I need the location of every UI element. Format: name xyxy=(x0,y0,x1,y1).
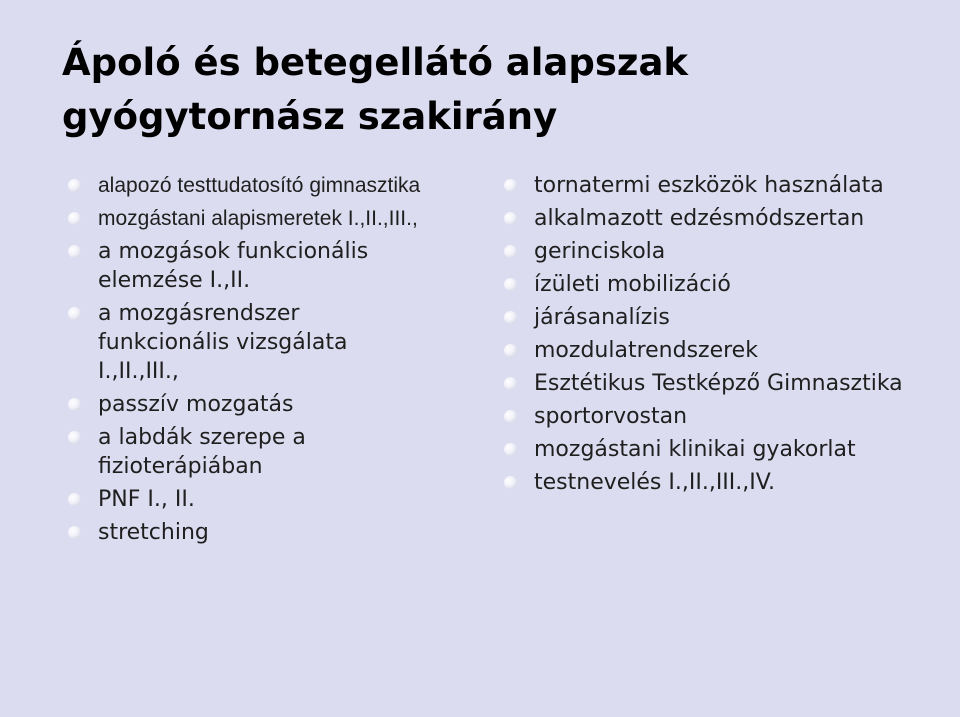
list-item: a mozgásrendszer funkcionális vizsgálata I.,II.,III., xyxy=(68,299,428,386)
list-item: a mozgások funkcionális elemzése I.,II. xyxy=(68,237,428,295)
bullet-icon xyxy=(68,307,81,320)
slide-title-line-2: gyógytornász szakirány xyxy=(62,95,558,138)
slide-title xyxy=(62,36,922,144)
bullet-icon xyxy=(68,526,81,539)
list-item: Esztétikus Testképző Gimnasztika xyxy=(504,369,944,398)
bullet-icon xyxy=(504,179,517,192)
bullet-icon xyxy=(504,344,517,357)
list-item: mozgástani klinikai gyakorlat xyxy=(504,435,944,464)
list-item: a labdák szerepe a fizioterápiában xyxy=(68,423,428,481)
list-item: mozdulatrendszerek xyxy=(504,336,944,365)
bullet-icon xyxy=(504,443,517,456)
bullet-icon xyxy=(504,476,517,489)
bullet-icon xyxy=(504,410,517,423)
list-item: alkalmazott edzésmódszertan xyxy=(504,204,944,233)
bullet-icon xyxy=(68,493,81,506)
right-course-list xyxy=(504,171,944,501)
bullet-icon xyxy=(68,179,81,192)
list-item: járásanalízis xyxy=(504,303,944,332)
list-item: alapozó testtudatosító gimnasztika xyxy=(68,171,428,200)
bullet-icon xyxy=(504,311,517,324)
list-item: testnevelés I.,II.,III.,IV. xyxy=(504,468,944,497)
bullet-icon xyxy=(68,398,81,411)
bullet-icon xyxy=(504,278,517,291)
bullet-icon xyxy=(68,212,81,225)
list-item: PNF I., II. xyxy=(68,485,428,514)
list-item: tornatermi eszközök használata xyxy=(504,171,944,200)
list-item: ízületi mobilizáció xyxy=(504,270,944,299)
bullet-icon xyxy=(504,245,517,258)
bullet-icon xyxy=(68,431,81,444)
list-item: sportorvostan xyxy=(504,402,944,431)
bullet-icon xyxy=(504,377,517,390)
bullet-icon xyxy=(68,245,81,258)
list-item: passzív mozgatás xyxy=(68,390,428,419)
left-course-list xyxy=(68,171,428,551)
bullet-icon xyxy=(504,212,517,225)
list-item: stretching xyxy=(68,518,428,547)
list-item: mozgástani alapismeretek I.,II.,III., xyxy=(68,204,428,233)
slide-title-line-1: Ápoló és betegellátó alapszak xyxy=(62,41,689,84)
list-item: gerinciskola xyxy=(504,237,944,266)
